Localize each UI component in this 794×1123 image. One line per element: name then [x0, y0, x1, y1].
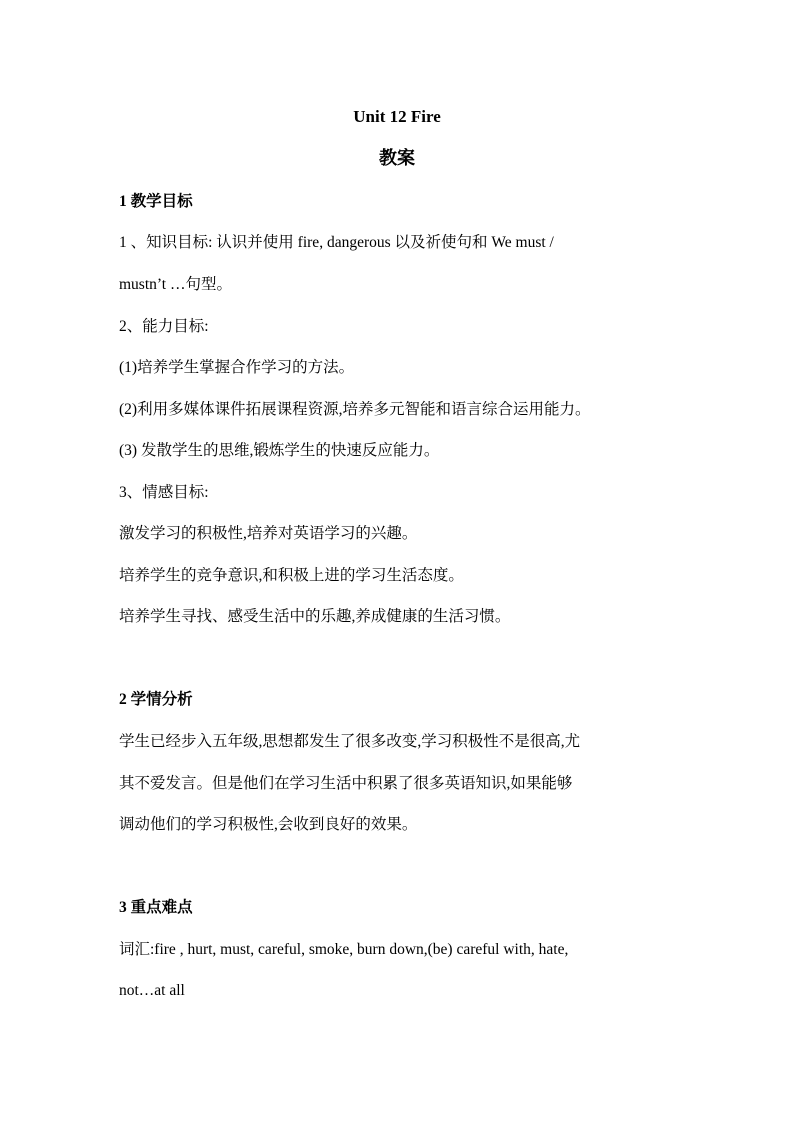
analysis-line3: 调动他们的学习积极性,会收到良好的效果。: [119, 816, 418, 833]
objectives-knowledge-line2: mustn’t …句型。: [119, 276, 232, 293]
objectives-emotion-item2: 培养学生的竞争意识,和积极上进的学习生活态度。: [119, 567, 464, 584]
objectives-emotion-item3: 培养学生寻找、感受生活中的乐趣,养成健康的生活习惯。: [119, 608, 511, 625]
objectives-emotion-item1: 激发学习的积极性,培养对英语学习的兴趣。: [119, 525, 418, 542]
document-title: Unit 12 Fire: [353, 107, 441, 126]
objectives-ability-item3: (3) 发散学生的思维,锻炼学生的快速反应能力。: [119, 442, 440, 459]
key-points-vocab-line2: not…at all: [119, 982, 185, 999]
objectives-ability-item2: (2)利用多媒体课件拓展课程资源,培养多元智能和语言综合运用能力。: [119, 401, 591, 418]
objectives-ability-item1: (1)培养学生掌握合作学习的方法。: [119, 359, 355, 376]
key-points-vocab-line1: 词汇:fire , hurt, must, careful, smoke, burn down,(be) careful with, hate,: [119, 941, 569, 958]
objectives-knowledge-line1: 1 、知识目标: 认识并使用 fire, dangerous 以及祈使句和 We must /: [119, 234, 554, 251]
section-heading-objectives: 1 教学目标: [119, 193, 193, 210]
analysis-line1: 学生已经步入五年级,思想都发生了很多改变,学习积极性不是很高,尤: [119, 733, 581, 750]
section-heading-key-points: 3 重点难点: [119, 899, 193, 916]
section-heading-analysis: 2 学情分析: [119, 691, 193, 708]
document-subtitle: 教案: [379, 148, 415, 168]
objectives-ability-label: 2、能力目标:: [119, 318, 209, 335]
objectives-emotion-label: 3、情感目标:: [119, 484, 209, 501]
analysis-line2: 其不爱发言。但是他们在学习生活中积累了很多英语知识,如果能够: [119, 775, 573, 792]
